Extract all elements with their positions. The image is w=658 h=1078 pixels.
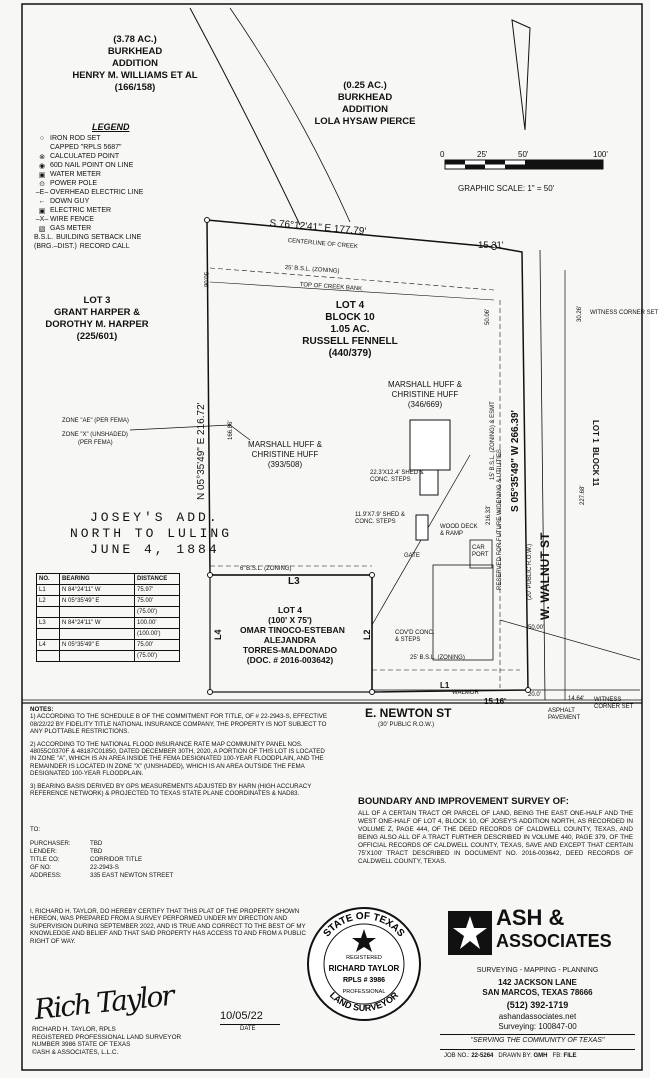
west-distance-a: 50.06'	[202, 272, 208, 289]
seal-top-text: STATE OF TEXAS	[321, 910, 407, 940]
seal-registered: REGISTERED	[346, 955, 382, 961]
legend-label: DOWN GUY	[50, 198, 90, 205]
bsl-top-label: 25' B.S.L. (ZONING)	[284, 265, 340, 275]
wood-deck-label: WOOD DECK & RAMP	[440, 524, 478, 537]
line-table-cell	[37, 651, 60, 662]
legend-label: CAPPED "RPLS 5687"	[50, 144, 122, 151]
line-table-cell: (75.00')	[135, 607, 180, 618]
legend-item	[34, 242, 214, 251]
line-table-row	[37, 585, 180, 596]
line-table-cell: L4	[37, 640, 60, 651]
scale-tick-100: 100'	[593, 150, 608, 159]
company-phone: (512) 392-1719	[506, 1000, 569, 1010]
neighbor-ne: (0.25 AC.) BURKHEAD ADDITION LOLA HYSAW PIERCE	[314, 80, 416, 127]
neighbor-lot1: LOT 1 BLOCK 11	[591, 420, 600, 487]
lot4-label: LOT 4 BLOCK 10 1.05 AC. RUSSELL FENNELL (440/379)	[302, 300, 398, 359]
line-table-cell	[37, 629, 60, 640]
walmor-label: WALMOR	[452, 690, 479, 696]
notes-section	[30, 706, 330, 802]
dist-5000: 50.00'	[528, 625, 545, 631]
shed-2-label: 11.9'X7.9' SHED & CONC. STEPS	[355, 512, 405, 525]
company-name-1: ASH &	[496, 905, 565, 930]
signature-date: 10/05/22	[220, 1010, 263, 1022]
legend-item	[34, 224, 214, 233]
legend-item	[34, 215, 214, 224]
company-motto: "SERVING THE COMMUNITY OF TEXAS"	[470, 1037, 605, 1044]
gate-label: GATE	[404, 553, 420, 559]
legend-label: BUILDING SETBACK LINE	[56, 234, 142, 241]
neighbor-lot3: LOT 3 GRANT HARPER & DOROTHY M. HARPER (225/601)	[45, 295, 149, 342]
line-table-row	[37, 618, 180, 629]
seal-name: RICHARD TAYLOR	[328, 964, 400, 973]
newton-street-name: E. NEWTON ST	[365, 706, 452, 720]
line-table-cell: 75.00'	[135, 596, 180, 607]
legend-label: WIRE FENCE	[50, 216, 94, 223]
line-table-cell: N 84°24'11" W	[60, 585, 135, 596]
line-table-row	[37, 651, 180, 662]
witness-corner-1: WITNESS CORNER SET	[590, 310, 658, 316]
walnut-row-label: (20' PUBLIC R.O.W.)	[527, 543, 533, 600]
reserved-label: RESERVED FOR FUTURE WIDENING & UTILITIES	[497, 449, 503, 590]
to-row: PURCHASER: TBD	[30, 840, 103, 847]
line-table-cell: N 84°24'11" W	[60, 618, 135, 629]
texas-star-logo-icon	[448, 911, 492, 955]
shed-outline	[416, 515, 428, 540]
legend-label: GAS METER	[50, 225, 92, 232]
line-l1-label: L1	[440, 681, 450, 690]
line-l4-label: L4	[213, 629, 223, 640]
legend-symbol-icon: –X–	[35, 216, 49, 223]
legend-item	[34, 161, 214, 170]
shed-1-label: 22.3'X12.4' SHED & CONC. STEPS	[370, 470, 424, 483]
seal-number: RPLS # 3986	[342, 977, 386, 984]
huff-east-label: MARSHALL HUFF & CHRISTINE HUFF (346/669)	[388, 380, 462, 409]
dist-3026: 30.26'	[577, 305, 583, 322]
dist-1516: 15.16'	[484, 697, 506, 706]
newton-row-label: (30' PUBLIC R.O.W.)	[378, 722, 435, 728]
line-table-header: DISTANCE	[135, 574, 180, 585]
legend-symbol-icon: ←	[38, 198, 46, 205]
legend-label: IRON ROD SET	[50, 135, 101, 142]
legend-item	[34, 152, 214, 161]
north-arrow	[512, 20, 530, 130]
josey-addition-label: JOSEY'S ADD. NORTH TO LULING JUNE 4, 1884	[70, 510, 233, 557]
line-table-cell: L3	[37, 618, 60, 629]
legend-symbol-icon: ▣	[38, 171, 46, 179]
lot4-south-label: LOT 4 (100' X 75') OMAR TINOCO-ESTEBAN ALEJANDRA TORRES-MALDONADO (DOC. # 2016-003642)	[240, 605, 345, 665]
job-number: JOB NO.: 22-5264 DRAWN BY: GMH FB: FILE	[444, 1053, 577, 1059]
line-table-cell: N 05°35'49" E	[60, 640, 135, 651]
legend-label: WATER METER	[50, 171, 101, 178]
cov-conc-label: COV'D CONC. & STEPS	[395, 630, 435, 643]
huff-west-label: MARSHALL HUFF & CHRISTINE HUFF (393/508)	[248, 440, 322, 469]
dist-200: 20.0'	[528, 692, 541, 698]
line-table-cell	[60, 629, 135, 640]
to-row: ADDRESS: 335 EAST NEWTON STREET	[30, 872, 174, 879]
line-table-cell: (75.00')	[135, 651, 180, 662]
legend-item	[34, 197, 214, 206]
certification-text: I, RICHARD H. TAYLOR, DO HEREBY CERTIFY THAT THIS PLAT OF THE PROPERTY SHOWN HEREON, WAS PREPARED FROM A SURVEY PERFORMED UNDER MY DIRECTION AND SUPERVISION DURING SEPTEMBER 2022, AND IS TRUE AND CORRECT TO THE BEST OF MY KNOWLEDGE AND BELIEF AND THAT SAID PROPERTY HAS ACCESS TO AND FROM A PUBLIC RIGHT OF WAY.	[30, 908, 306, 945]
graphic-scale-bar	[445, 160, 603, 169]
company-surveying-id: Surveying: 100847-00	[498, 1022, 577, 1031]
dist-1464: 14.64'	[568, 696, 585, 702]
line-table-cell	[60, 607, 135, 618]
cov-patio-outline	[433, 565, 493, 660]
legend-label: OVERHEAD ELECTRIC LINE	[50, 189, 144, 196]
line-table-row	[37, 640, 180, 651]
bsl-6-label: 6' B.S.L. (ZONING)	[240, 566, 292, 572]
line-table-header: NO.	[37, 574, 60, 585]
legend-symbol-icon: –E–	[35, 189, 49, 196]
note-1: 1) ACCORDING TO THE SCHEDULE B OF THE COMMITMENT FOR TITLE, OF # 22-2943-S, EFFECTIVE 08/22/22 BY FIDELITY TITLE NATIONAL INSURANCE COMPANY, THE PROPERTY IS NOT SUBJECT TO ANY PLOTTABLE RESTRICTIONS.	[30, 713, 328, 736]
bsl-east-label: 15' B.S.L. (ZONING) & ESMT	[490, 401, 496, 480]
company-block	[440, 903, 635, 1063]
line-l2-label: L2	[362, 629, 372, 640]
west-bearing: N 05°35'49" E 216.72'	[196, 402, 207, 500]
legend-title: LEGEND	[92, 122, 130, 132]
legend-item	[34, 188, 214, 197]
dist-22768: 227.68'	[580, 485, 586, 505]
company-name-2: ASSOCIATES	[496, 931, 612, 951]
legend-symbol-icon: ▧	[38, 225, 46, 233]
scale-tick-0: 0	[440, 150, 445, 159]
company-services: SURVEYING - MAPPING - PLANNING	[476, 967, 599, 974]
line-table-row	[37, 596, 180, 607]
legend-symbol-icon: ○	[39, 135, 45, 142]
legend-item	[34, 206, 214, 215]
zone-x-label: ZONE "X" (UNSHADED)	[62, 432, 128, 438]
zone-x-fema: (PER FEMA)	[78, 440, 113, 446]
legend-item	[34, 170, 214, 179]
to-row: TITLE CO: CORRIDOR TITLE	[30, 856, 143, 863]
line-table-cell: (100.00')	[135, 629, 180, 640]
centerline-label: CENTERLINE OF CREEK	[287, 238, 359, 251]
walnut-street-name: W. WALNUT ST	[538, 532, 552, 620]
legend-item	[34, 143, 214, 152]
note-2: 2) ACCORDING TO THE NATIONAL FLOOD INSURANCE RATE MAP COMMUNITY PANEL NOS. 48055C0370F & 48187C01850, DATED DECEMBER 30TH, 2020, A PORTION OF THIS LOT IS LOCATED IN ZONE "A", WHICH IS AN AREA INSIDE THE FEMA DESIGNATED 100-YEAR FLOODPLAIN, AND THE REMAINDER IS LOCATED IN ZONE "X" (UNSHADED), WHICH IS AN AREA OUTSIDE THE FEMA DESIGNATED 100-YEAR FLOODPLAIN.	[30, 740, 325, 778]
to-block: TO: PURCHASER: TBD LENDER: TBD TITLE CO: CORRIDOR TITLE GF NO: 22-2943-S ADDRESS: 335 EAST NEWTON STREET	[30, 826, 330, 880]
line-table-cell: 75.00'	[135, 640, 180, 651]
legend-label: ELECTRIC METER	[50, 207, 112, 214]
east-distance-b: 216.33'	[486, 505, 492, 525]
line-table-cell: 75.97'	[135, 585, 180, 596]
legend-item	[34, 134, 214, 143]
scale-label: GRAPHIC SCALE: 1" = 50'	[458, 184, 555, 193]
legend-symbol-icon: (BRG.–DIST.)	[34, 243, 77, 250]
line-table	[36, 573, 180, 662]
legend-symbol-icon: ▣	[38, 207, 46, 215]
legend-label: 60D NAIL POINT ON LINE	[50, 162, 134, 169]
ne-distance: 15.31'	[478, 240, 504, 251]
line-table-cell	[60, 651, 135, 662]
note-3: 3) BEARING BASIS DERIVED BY GPS MEASUREMENTS ADJUSTED BY HARN (HIGH ACCURACY REFERENCE NETWORK) & PROJECTED TO TEXAS STATE PLANE COORDINATES & NAD83.	[30, 782, 312, 798]
to-row: LENDER: TBD	[30, 848, 103, 855]
legend-symbol-icon: B.S.L.	[34, 234, 54, 241]
boundary-title: BOUNDARY AND IMPROVEMENT SURVEY OF:	[358, 796, 569, 807]
house-outline	[410, 420, 450, 470]
scale-tick-25: 25'	[477, 150, 488, 159]
company-address-2: SAN MARCOS, TEXAS 78666	[482, 988, 593, 997]
top-bank-label: TOP OF CREEK BANK	[299, 282, 363, 293]
witness-corner-2: WITNESS CORNER SET	[594, 697, 634, 710]
line-table-cell: L2	[37, 596, 60, 607]
bsl-south-label: 25' B.S.L. (ZONING)	[410, 655, 465, 661]
west-distance-b: 166.86'	[228, 420, 234, 440]
scale-tick-50: 50'	[518, 150, 529, 159]
date-label: DATE	[240, 1026, 256, 1032]
legend	[34, 122, 214, 251]
line-table-cell: L1	[37, 585, 60, 596]
line-table-row	[37, 607, 180, 618]
to-row: GF NO: 22-2943-S	[30, 864, 119, 871]
line-l3-label: L3	[288, 576, 300, 587]
line-table-cell: N 05°35'49" E	[60, 596, 135, 607]
seal-professional: PROFESSIONAL	[342, 989, 386, 995]
neighbor-nw: (3.78 AC.) BURKHEAD ADDITION HENRY M. WILLIAMS ET AL (166/158)	[72, 34, 198, 93]
carport-label: CAR PORT	[472, 545, 489, 558]
legend-label: RECORD CALL	[79, 243, 130, 250]
line-table-cell	[37, 607, 60, 618]
surveyor-signature: Rich Taylor	[32, 978, 175, 1027]
legend-label: CALCULATED POINT	[50, 153, 120, 160]
surveyor-seal	[305, 905, 423, 1023]
line-table-cell: 100.00'	[135, 618, 180, 629]
east-bearing: S 05°35'49" W 266.39'	[510, 410, 521, 512]
legend-item	[34, 179, 214, 188]
north-bearing: S 76°12'41" E 177.79'	[269, 218, 367, 238]
legend-item	[34, 233, 214, 242]
asphalt-label: ASPHALT PAVEMENT	[548, 708, 581, 721]
legend-symbol-icon: ◉	[38, 162, 46, 170]
zone-ae-label: ZONE "AE" (PER FEMA)	[62, 418, 129, 424]
legend-symbol-icon: ⊙	[39, 180, 45, 188]
surveyor-info: RICHARD H. TAYLOR, RPLS REGISTERED PROFESSIONAL LAND SURVEYOR NUMBER 3986 STATE OF TEXAS ©ASH & ASSOCIATES, L.L.C.	[32, 1026, 182, 1056]
legend-symbol-icon: ⊗	[39, 153, 45, 161]
company-address-1: 142 JACKSON LANE	[498, 978, 577, 987]
east-distance-a: 50.06'	[485, 308, 491, 325]
line-table-header: BEARING	[60, 574, 135, 585]
notes-title: NOTES:	[30, 706, 54, 713]
legend-label: POWER POLE	[50, 180, 98, 187]
line-table-row	[37, 629, 180, 640]
company-website: ashandassociates.net	[498, 1012, 577, 1021]
boundary-description: ALL OF A CERTAIN TRACT OR PARCEL OF LAND, BEING THE EAST ONE-HALF AND THE WEST ONE-HALF OF LOT 4, BLOCK 10, OF JOSEY'S ADDITION NORTH, AS RECORDED IN VOLUME Z, PAGE 444, OF THE DEED RECORDS OF CALDWELL COUNTY, TEXAS, AND BEING ALSO ALL OF A TRACT FURTHER DESCRIBED IN VOLUME 440, PAGE 379, OF THE OFFICIAL RECORDS OF CALDWELL COUNTY, TEXAS, SAVE AND EXCEPT THAT CERTAIN 75'X100' TRACT DESCRIBED IN DOCUMENT NO. 2016-003642, DEED RECORDS OF CALDWELL COUNTY, TEXAS.	[358, 810, 633, 865]
seal-bottom-text: LAND SURVEYOR	[327, 989, 401, 1014]
